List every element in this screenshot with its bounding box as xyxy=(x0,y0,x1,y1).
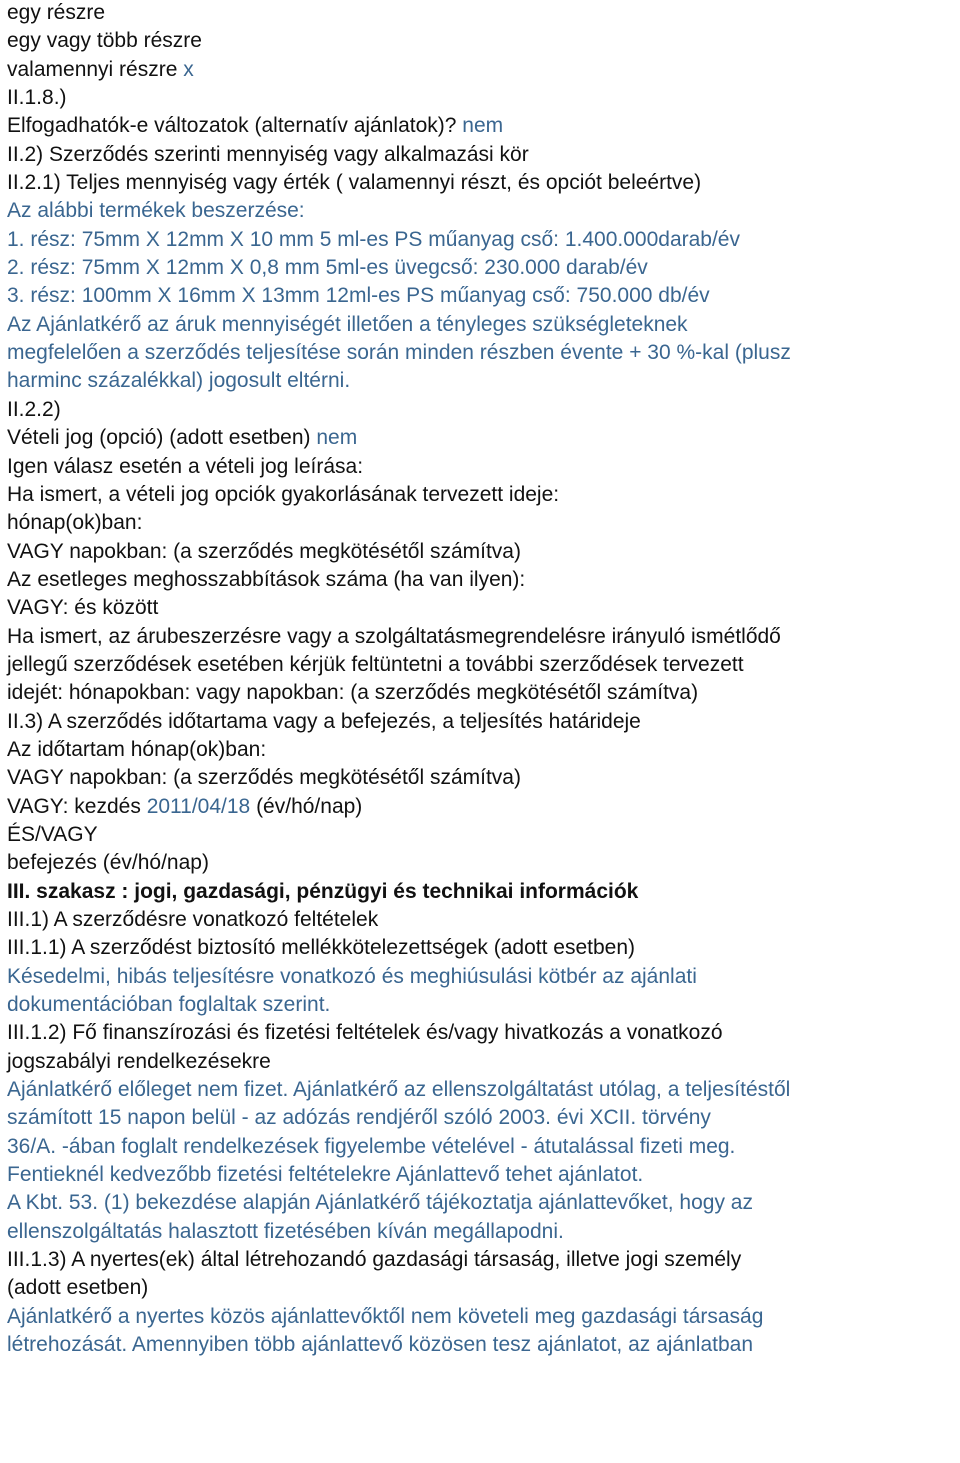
label-text: valamennyi részre xyxy=(7,57,184,81)
filled-value-text: Késedelmi, hibás teljesítésre vonatkozó és meghiúsulási kötbér az ajánlati xyxy=(7,964,697,988)
text-line xyxy=(7,707,960,737)
text-line xyxy=(7,338,960,368)
label-text: jogszabályi rendelkezésekre xyxy=(7,1049,271,1073)
label-text: III.1.3) A nyertes(ek) által létrehozandó gazdasági társaság, illetve jogi személy xyxy=(7,1248,742,1272)
text-line xyxy=(7,905,960,935)
label-text: Ha ismert, az árubeszerzésre vagy a szolgáltatásmegrendelésre irányuló ismétlődő xyxy=(7,624,781,648)
text-line xyxy=(7,168,960,198)
text-line xyxy=(7,1075,960,1105)
section-heading: III. szakasz : jogi, gazdasági, pénzügyi és technikai információk xyxy=(7,879,639,903)
text-line xyxy=(7,933,960,963)
text-line xyxy=(7,650,960,680)
filled-value-text: nem xyxy=(462,114,504,138)
label-text: II.1.8.) xyxy=(7,86,67,110)
label-text: Az esetleges meghosszabbítások száma (ha van ilyen): xyxy=(7,567,526,591)
text-line xyxy=(7,1188,960,1218)
text-line xyxy=(7,55,960,85)
text-line xyxy=(7,763,960,793)
text-line xyxy=(7,537,960,567)
text-line xyxy=(7,1047,960,1077)
text-line xyxy=(7,1132,960,1162)
filled-value-text: Fentieknél kedvezőbb fizetési feltételekre Ajánlattevő tehet ajánlatot. xyxy=(7,1163,644,1187)
label-text: jellegű szerződések esetében kérjük feltüntetni a további szerződések tervezett xyxy=(7,652,744,676)
text-line xyxy=(7,366,960,396)
filled-value-text: dokumentációban foglaltak szerint. xyxy=(7,993,331,1017)
text-line xyxy=(7,565,960,595)
text-line xyxy=(7,1273,960,1303)
label-text: egy vagy több részre xyxy=(7,29,202,53)
text-line xyxy=(7,1302,960,1332)
text-line xyxy=(7,26,960,56)
text-line xyxy=(7,253,960,283)
label-text: befejezés (év/hó/nap) xyxy=(7,851,209,875)
text-line xyxy=(7,196,960,226)
filled-value-text: Ajánlatkérő a nyertes közös ajánlattevőktől nem követeli meg gazdasági társaság xyxy=(7,1304,764,1328)
label-text: Elfogadhatók-e változatok (alternatív ajánlatok)? xyxy=(7,114,463,138)
label-text: VAGY napokban: (a szerződés megkötésétől számítva) xyxy=(7,766,521,790)
label-text: II.2) Szerződés szerinti mennyiség vagy alkalmazási kör xyxy=(7,142,529,166)
label-text: egy részre xyxy=(7,1,106,24)
text-line xyxy=(7,1018,960,1048)
label-text: VAGY: és között xyxy=(7,596,159,620)
filled-value-text: 3. rész: 100mm X 16mm X 13mm 12ml-es PS műanyag cső: 750.000 db/év xyxy=(7,284,710,308)
text-line xyxy=(7,281,960,311)
label-text: ÉS/VAGY xyxy=(7,822,98,846)
label-text: VAGY: kezdés xyxy=(7,794,147,818)
label-text: (év/hó/nap) xyxy=(250,794,363,818)
text-line xyxy=(7,1330,960,1360)
filled-value-text: Az Ajánlatkérő az áruk mennyiségét illetően a tényleges szükségleteknek xyxy=(7,312,688,336)
filled-value-text: létrehozását. Amennyiben több ajánlattevő közösen tesz ajánlatot, az ajánlatban xyxy=(7,1333,754,1357)
text-line xyxy=(7,820,960,850)
filled-value-text: 2011/04/18 xyxy=(146,794,251,818)
label-text: Az időtartam hónap(ok)ban: xyxy=(7,737,267,761)
label-text: (adott esetben) xyxy=(7,1276,149,1300)
text-line xyxy=(7,480,960,510)
filled-value-text: Az alábbi termékek beszerzése: xyxy=(7,199,305,223)
text-line xyxy=(7,962,960,992)
text-line xyxy=(7,848,960,878)
label-text: Ha ismert, a vételi jog opciók gyakorlásának tervezett ideje: xyxy=(7,482,560,506)
text-line xyxy=(7,877,960,907)
text-line xyxy=(7,1103,960,1133)
text-line xyxy=(7,792,960,822)
label-text: II.2.2) xyxy=(7,397,61,421)
text-line xyxy=(7,990,960,1020)
text-line xyxy=(7,83,960,113)
filled-value-text: Ajánlatkérő előleget nem fizet. Ajánlatkérő az ellenszolgáltatást utólag, a teljesítéstől xyxy=(7,1078,791,1102)
filled-value-text: A Kbt. 53. (1) bekezdése alapján Ajánlatkérő tájékoztatja ajánlattevőket, hogy az xyxy=(7,1191,753,1215)
filled-value-text: megfelelően a szerződés teljesítése során minden részben évente + 30 %-kal (plusz xyxy=(7,341,791,365)
label-text: hónap(ok)ban: xyxy=(7,511,143,535)
text-line xyxy=(7,452,960,482)
filled-value-text: nem xyxy=(316,426,358,450)
text-line xyxy=(7,1245,960,1275)
label-text: III.1.1) A szerződést biztosító mellékkötelezettségek (adott esetben) xyxy=(7,936,636,960)
text-line xyxy=(7,593,960,623)
text-line xyxy=(7,310,960,340)
label-text: idejét: hónapokban: vagy napokban: (a szerződés megkötésétől számítva) xyxy=(7,681,699,705)
text-line xyxy=(7,678,960,708)
text-line xyxy=(7,225,960,255)
text-line xyxy=(7,1160,960,1190)
text-line xyxy=(7,0,960,28)
text-line xyxy=(7,622,960,652)
filled-value-text: 1. rész: 75mm X 12mm X 10 mm 5 ml-es PS műanyag cső: 1.400.000darab/év xyxy=(7,227,740,251)
label-text: III.1) A szerződésre vonatkozó feltételek xyxy=(7,908,379,931)
text-line xyxy=(7,111,960,141)
filled-value-text: számított 15 napon belül - az adózás rendjéről szóló 2003. évi XCII. törvény xyxy=(7,1106,711,1130)
label-text: Vételi jog (opció) (adott esetben) xyxy=(7,426,317,450)
label-text: Igen válasz esetén a vételi jog leírása: xyxy=(7,454,364,478)
filled-value-text: harminc százalékkal) jogosult eltérni. xyxy=(7,369,351,393)
label-text: II.2.1) Teljes mennyiség vagy érték ( valamennyi részt, és opciót beleértve) xyxy=(7,171,702,195)
text-line xyxy=(7,735,960,765)
text-line xyxy=(7,423,960,453)
filled-value-text: 36/A. -ában foglalt rendelkezések figyelembe vételével - átutalással fizeti meg. xyxy=(7,1134,736,1158)
filled-value-text: x xyxy=(183,57,194,81)
label-text: III.1.2) Fő finanszírozási és fizetési feltételek és/vagy hivatkozás a vonatkozó xyxy=(7,1021,723,1045)
label-text: VAGY napokban: (a szerződés megkötésétől számítva) xyxy=(7,539,521,563)
filled-value-text: ellenszolgáltatás halasztott fizetésében kíván megállapodni. xyxy=(7,1219,564,1243)
label-text: II.3) A szerződés időtartama vagy a befejezés, a teljesítés határideje xyxy=(7,709,641,733)
filled-value-text: 2. rész: 75mm X 12mm X 0,8 mm 5ml-es üvegcső: 230.000 darab/év xyxy=(7,256,648,280)
text-line xyxy=(7,395,960,425)
text-line xyxy=(7,508,960,538)
text-line xyxy=(7,1217,960,1247)
text-line xyxy=(7,140,960,170)
